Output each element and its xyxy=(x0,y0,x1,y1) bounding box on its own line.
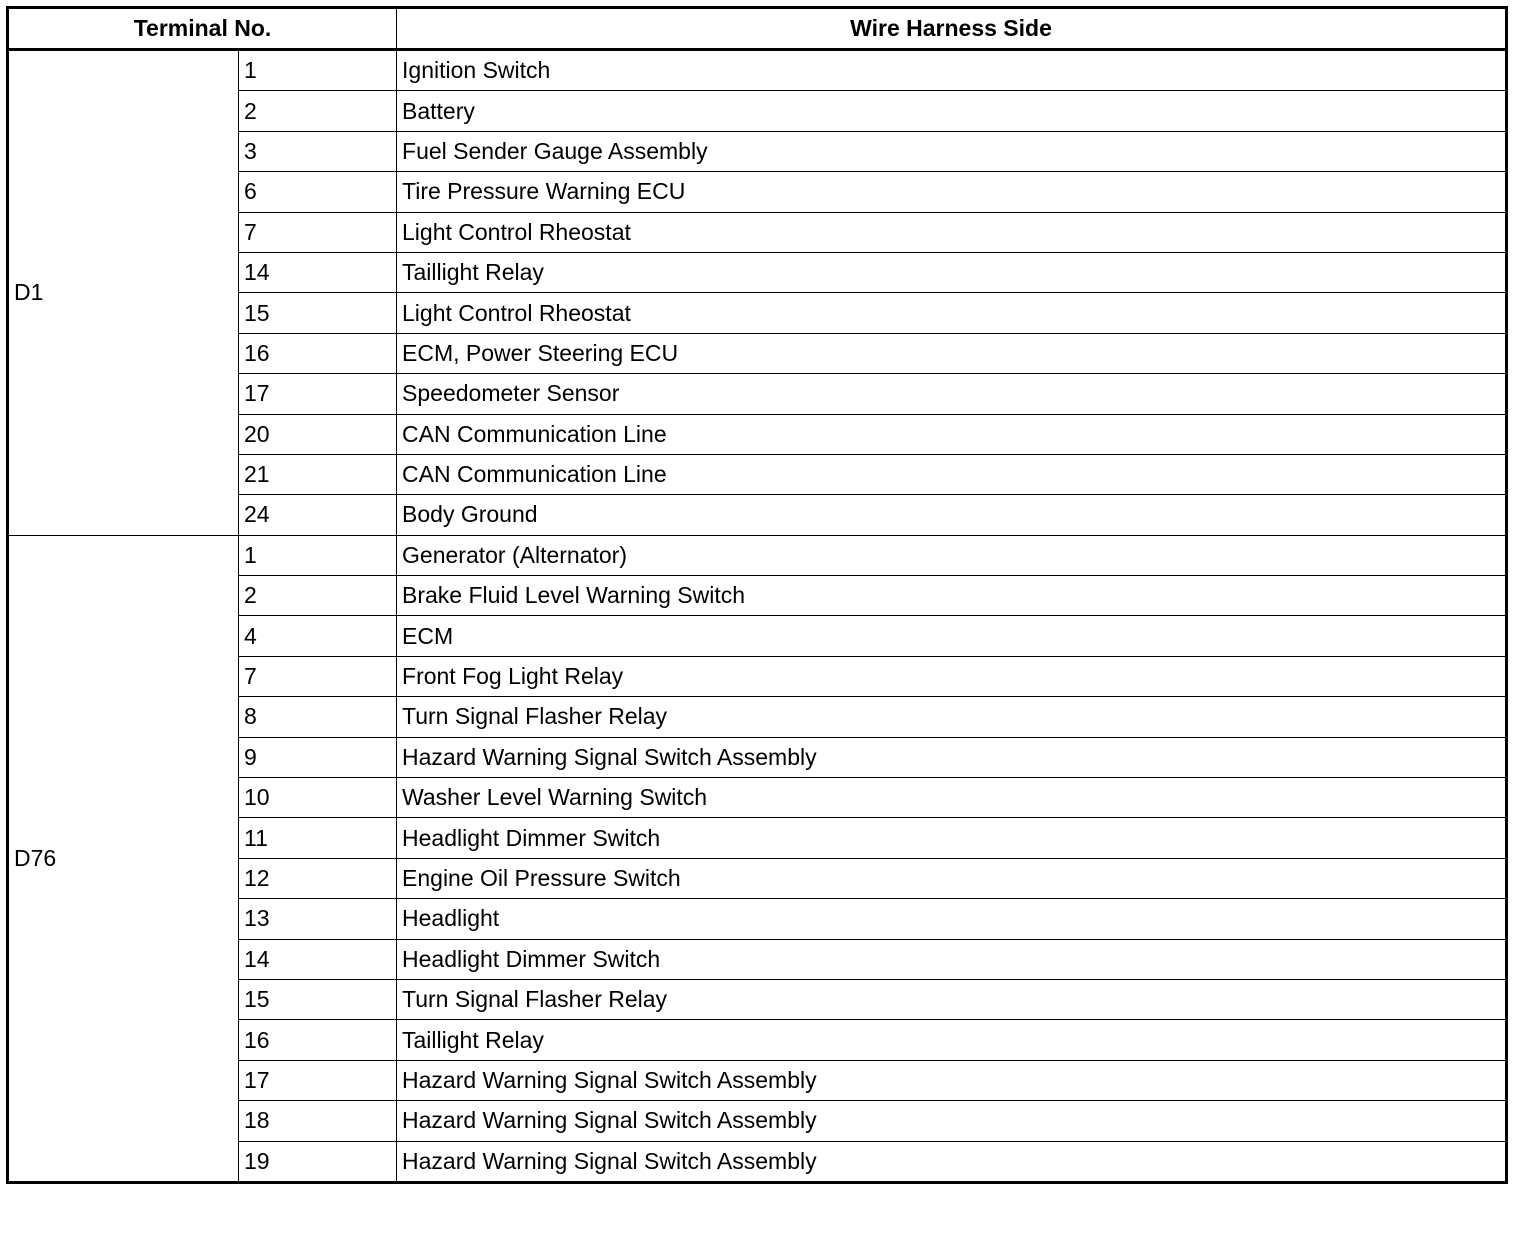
terminal-number-cell: 1 xyxy=(239,50,397,91)
terminal-number-cell: 12 xyxy=(239,858,397,898)
terminal-number-cell: 18 xyxy=(239,1101,397,1141)
wire-harness-description-cell: Hazard Warning Signal Switch Assembly xyxy=(397,737,1507,777)
terminal-number-cell: 3 xyxy=(239,131,397,171)
wire-harness-description-cell: Turn Signal Flasher Relay xyxy=(397,697,1507,737)
wire-harness-description-cell: Hazard Warning Signal Switch Assembly xyxy=(397,1141,1507,1182)
terminal-number-cell: 4 xyxy=(239,616,397,656)
wire-harness-description-cell: Body Ground xyxy=(397,495,1507,535)
terminal-number-cell: 2 xyxy=(239,91,397,131)
terminal-number-cell: 9 xyxy=(239,737,397,777)
terminal-number-cell: 21 xyxy=(239,454,397,494)
terminal-number-cell: 24 xyxy=(239,495,397,535)
header-terminal-no: Terminal No. xyxy=(8,8,397,50)
table-row xyxy=(8,535,1507,575)
wire-harness-description-cell: CAN Communication Line xyxy=(397,454,1507,494)
terminal-number-cell: 13 xyxy=(239,899,397,939)
terminal-number-cell: 6 xyxy=(239,172,397,212)
wire-harness-description-cell: Taillight Relay xyxy=(397,1020,1507,1060)
terminal-number-cell: 16 xyxy=(239,333,397,373)
wire-harness-description-cell: Headlight Dimmer Switch xyxy=(397,818,1507,858)
wire-harness-description-cell: ECM, Power Steering ECU xyxy=(397,333,1507,373)
terminal-number-cell: 17 xyxy=(239,374,397,414)
terminal-number-cell: 8 xyxy=(239,697,397,737)
terminal-number-cell: 7 xyxy=(239,212,397,252)
terminal-number-cell: 20 xyxy=(239,414,397,454)
terminal-number-cell: 17 xyxy=(239,1060,397,1100)
terminal-number-cell: 19 xyxy=(239,1141,397,1182)
wire-harness-description-cell: Taillight Relay xyxy=(397,252,1507,292)
table-row xyxy=(8,50,1507,91)
wire-harness-description-cell: Headlight xyxy=(397,899,1507,939)
wire-harness-description-cell: Generator (Alternator) xyxy=(397,535,1507,575)
wire-harness-description-cell: Engine Oil Pressure Switch xyxy=(397,858,1507,898)
terminal-number-cell: 14 xyxy=(239,252,397,292)
wire-harness-description-cell: Hazard Warning Signal Switch Assembly xyxy=(397,1101,1507,1141)
wire-harness-description-cell: Fuel Sender Gauge Assembly xyxy=(397,131,1507,171)
terminal-number-cell: 1 xyxy=(239,535,397,575)
connector-cell: D76 xyxy=(8,535,239,1182)
header-wire-harness-side: Wire Harness Side xyxy=(397,8,1507,50)
wire-harness-description-cell: Tire Pressure Warning ECU xyxy=(397,172,1507,212)
wire-harness-description-cell: Headlight Dimmer Switch xyxy=(397,939,1507,979)
terminal-number-cell: 15 xyxy=(239,979,397,1019)
table-body xyxy=(8,50,1507,1183)
terminal-number-cell: 16 xyxy=(239,1020,397,1060)
wire-harness-description-cell: ECM xyxy=(397,616,1507,656)
wire-harness-description-cell: Light Control Rheostat xyxy=(397,293,1507,333)
terminal-number-cell: 7 xyxy=(239,656,397,696)
terminal-number-cell: 14 xyxy=(239,939,397,979)
terminal-number-cell: 15 xyxy=(239,293,397,333)
wire-harness-description-cell: Brake Fluid Level Warning Switch xyxy=(397,576,1507,616)
wire-harness-description-cell: Ignition Switch xyxy=(397,50,1507,91)
header-row xyxy=(8,8,1507,50)
terminal-number-cell: 10 xyxy=(239,778,397,818)
wire-harness-description-cell: CAN Communication Line xyxy=(397,414,1507,454)
terminal-number-cell: 2 xyxy=(239,576,397,616)
wire-harness-description-cell: Turn Signal Flasher Relay xyxy=(397,979,1507,1019)
terminal-table xyxy=(6,6,1508,1184)
wire-harness-description-cell: Speedometer Sensor xyxy=(397,374,1507,414)
wire-harness-description-cell: Front Fog Light Relay xyxy=(397,656,1507,696)
wire-harness-description-cell: Light Control Rheostat xyxy=(397,212,1507,252)
connector-cell: D1 xyxy=(8,50,239,536)
wire-harness-description-cell: Washer Level Warning Switch xyxy=(397,778,1507,818)
terminal-number-cell: 11 xyxy=(239,818,397,858)
wire-harness-description-cell: Battery xyxy=(397,91,1507,131)
wire-harness-description-cell: Hazard Warning Signal Switch Assembly xyxy=(397,1060,1507,1100)
